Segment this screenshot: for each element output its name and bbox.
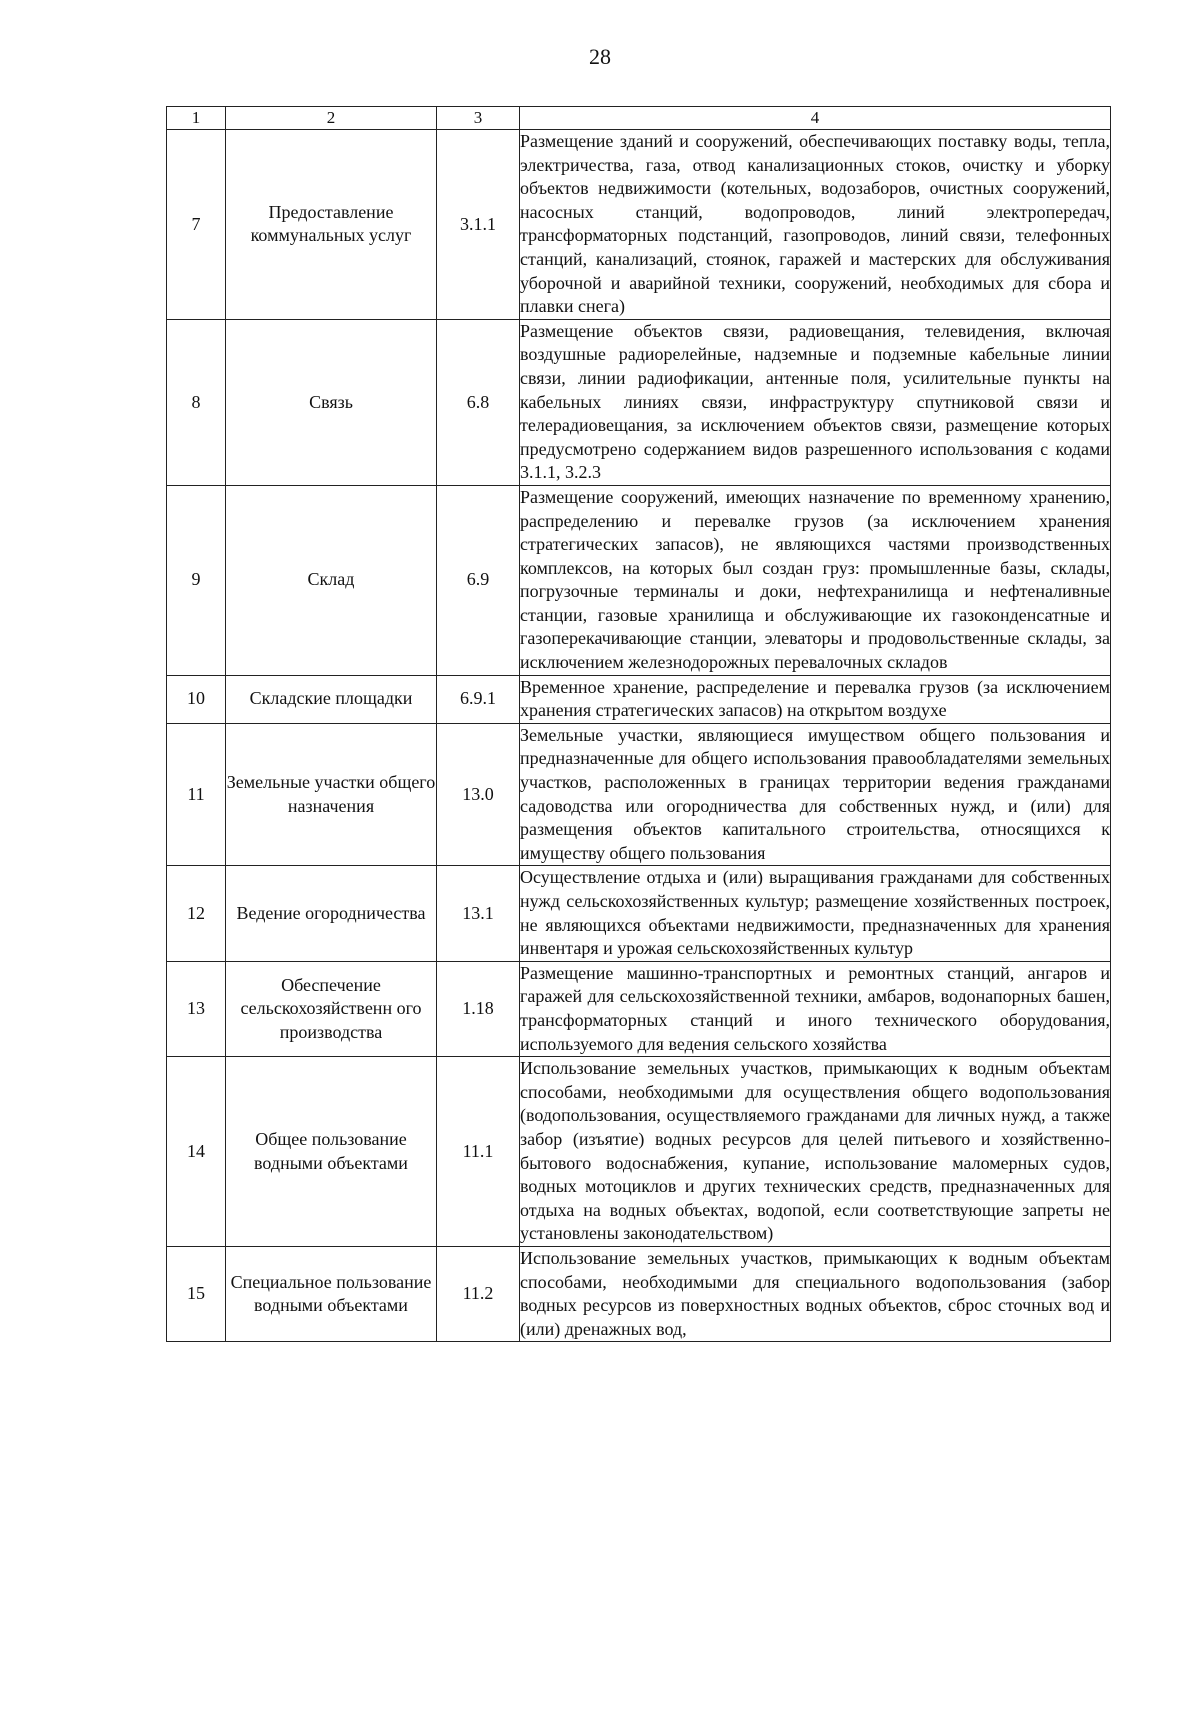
column-header: 4 (520, 107, 1111, 130)
row-number: 15 (167, 1246, 226, 1341)
table-row (167, 485, 1111, 675)
row-number: 10 (167, 675, 226, 723)
use-type-name: Связь (226, 319, 437, 485)
use-type-name: Складские площадки (226, 675, 437, 723)
row-number: 7 (167, 130, 226, 320)
use-type-code: 11.1 (437, 1057, 520, 1247)
table-row (167, 1057, 1111, 1247)
use-type-description: Земельные участки, являющиеся имуществом общего пользования и предназначенные для общего использования правообладателями земельных участков, расположенных в границах территории ведения гражданами садоводства или огородничества для собственных нужд, и (или) для размещения объектов капитального строительства, относящихся к имуществу общего пользования (520, 723, 1111, 866)
use-type-description: Размещение зданий и сооружений, обеспечивающих поставку воды, тепла, электричества, газа, отвод канализационных стоков, очистку и уборку объектов недвижимости (котельных, водозаборов, очистных сооружений, насосных станций, водопроводов, линий электропередач, трансформаторных подстанций, газопроводов, линий связи, телефонных станций, канализаций, стоянок, гаражей и мастерских для обслуживания уборочной и аварийной техники, сооружений, необходимых для сбора и плавки снега) (520, 130, 1111, 320)
land-use-table (166, 106, 1111, 1342)
table-row (167, 130, 1111, 320)
use-type-description: Использование земельных участков, примыкающих к водным объектам способами, необходимыми для специального водопользования (забор водных ресурсов из поверхностных водных объектов, сброс сточных вод и (или) дренажных вод, (520, 1246, 1111, 1341)
table-row (167, 319, 1111, 485)
use-type-code: 6.8 (437, 319, 520, 485)
table-header-row (167, 107, 1111, 130)
row-number: 11 (167, 723, 226, 866)
column-header: 2 (226, 107, 437, 130)
use-type-code: 1.18 (437, 961, 520, 1056)
row-number: 9 (167, 485, 226, 675)
row-number: 13 (167, 961, 226, 1056)
row-number: 12 (167, 866, 226, 961)
use-type-name: Земельные участки общего назначения (226, 723, 437, 866)
column-header: 3 (437, 107, 520, 130)
table-row (167, 866, 1111, 961)
table-row (167, 961, 1111, 1056)
table-row (167, 723, 1111, 866)
use-type-description: Размещение машинно-транспортных и ремонтных станций, ангаров и гаражей для сельскохозяйственной техники, амбаров, водонапорных башен, трансформаторных станций и иного технического оборудования, используемого для ведения сельского хозяйства (520, 961, 1111, 1056)
use-type-description: Размещение объектов связи, радиовещания, телевидения, включая воздушные радиорелейные, надземные и подземные кабельные линии связи, линии радиофикации, антенные поля, усилительные пункты на кабельных линиях связи, инфраструктуру спутниковой связи и телерадиовещания, за исключением объектов связи, размещение которых предусмотрено содержанием видов разрешенного использования с кодами 3.1.1, 3.2.3 (520, 319, 1111, 485)
use-type-name: Склад (226, 485, 437, 675)
use-type-description: Использование земельных участков, примыкающих к водным объектам способами, необходимыми для осуществления общего водопользования (водопользования, осуществляемого гражданами для личных нужд, а также забор (изъятие) водных ресурсов для целей питьевого и хозяйственно-бытового водоснабжения, купание, использование маломерных судов, водных мотоциклов и других технических средств, предназначенных для отдыха на водных объектах, водопой, если соответствующие запреты не установлены законодательством) (520, 1057, 1111, 1247)
use-type-code: 13.1 (437, 866, 520, 961)
use-type-code: 11.2 (437, 1246, 520, 1341)
table-row (167, 1246, 1111, 1341)
row-number: 14 (167, 1057, 226, 1247)
use-type-description: Временное хранение, распределение и перевалка грузов (за исключением хранения стратегических запасов) на открытом воздухе (520, 675, 1111, 723)
use-type-name: Обеспечение сельскохозяйственн ого производства (226, 961, 437, 1056)
use-type-code: 6.9.1 (437, 675, 520, 723)
row-number: 8 (167, 319, 226, 485)
use-type-code: 6.9 (437, 485, 520, 675)
use-type-code: 3.1.1 (437, 130, 520, 320)
use-type-code: 13.0 (437, 723, 520, 866)
use-type-description: Размещение сооружений, имеющих назначение по временному хранению, распределению и перевалке грузов (за исключением хранения стратегических запасов), не являющихся частями производственных комплексов, на которых был создан груз: промышленные базы, склады, погрузочные терминалы и доки, нефтехранилища и нефтеналивные станции, газовые хранилища и обслуживающие их газоконденсатные и газоперекачивающие станции, элеваторы и продовольственные склады, за исключением железнодорожных перевалочных складов (520, 485, 1111, 675)
use-type-name: Ведение огородничества (226, 866, 437, 961)
use-type-name: Специальное пользование водными объектами (226, 1246, 437, 1341)
page-number: 28 (589, 44, 611, 69)
use-type-name: Общее пользование водными объектами (226, 1057, 437, 1247)
table-row (167, 675, 1111, 723)
use-type-description: Осуществление отдыха и (или) выращивания гражданами для собственных нужд сельскохозяйственных культур; размещение хозяйственных построек, не являющихся объектами недвижимости, предназначенных для хранения инвентаря и урожая сельскохозяйственных культур (520, 866, 1111, 961)
column-header: 1 (167, 107, 226, 130)
use-type-name: Предоставление коммунальных услуг (226, 130, 437, 320)
